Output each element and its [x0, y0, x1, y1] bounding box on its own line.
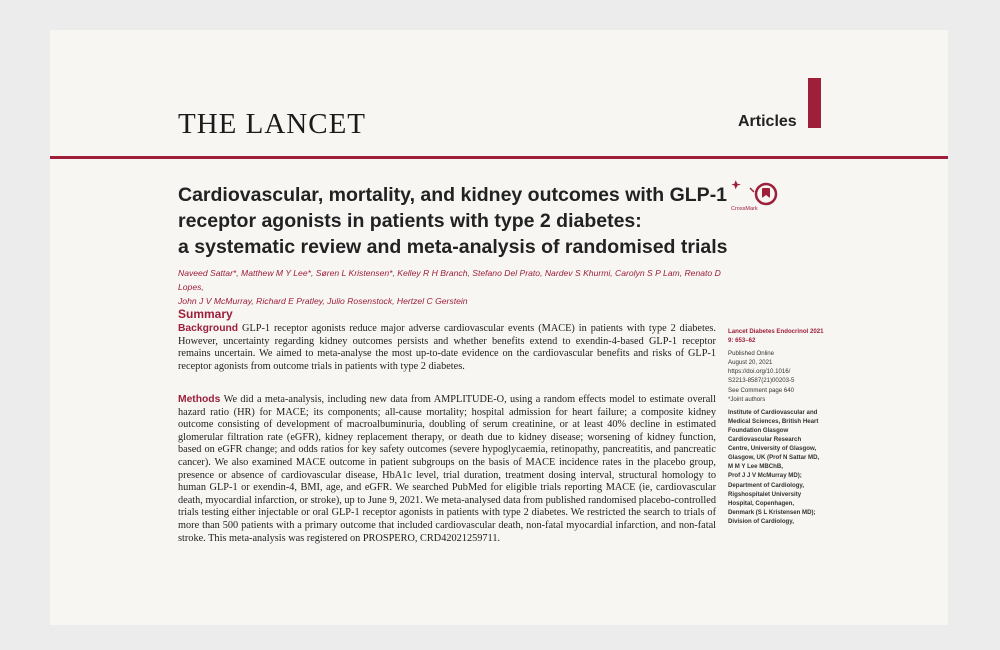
affiliation-line: Denmark (S L Kristensen MD); [728, 508, 816, 516]
doi-link[interactable]: https://doi.org/10.1016/ [728, 368, 791, 376]
summary-heading: Summary [178, 307, 233, 321]
joint-authors-note: *Joint authors [728, 395, 766, 403]
author-list [178, 266, 738, 308]
background-text: GLP-1 receptor agonists reduce major adverse cardiovascular events (MACE) in patients with type 2 diabetes. However, uncertainty regarding kidney outcomes persists and whether benefits extend to exendin-4-based GLP-1 receptor remains uncertain. We aimed to meta-analyse the most up-to-date evidence on the cardiovascular benefits and risks of GLP-1 receptor agonists from outcome trials in patients with type 2 diabetes. [178, 323, 716, 372]
citation-line: Lancet Diabetes Endocrinol 2021 [728, 328, 824, 335]
title-line: a systematic review and meta-analysis of randomised trials [178, 236, 728, 258]
background-paragraph [178, 323, 716, 373]
published-label: Published Online [728, 350, 775, 358]
doi-link[interactable]: S2213-8587(21)00203-5 [728, 377, 795, 385]
methods-label: Methods [178, 394, 221, 405]
article-page [50, 30, 948, 625]
crossmark-icon[interactable] [730, 178, 780, 218]
background-label: Background [178, 323, 239, 334]
affiliation-line: Cardiovascular Research [728, 436, 802, 444]
affiliation-line: Hospital, Copenhagen, [728, 499, 795, 507]
affiliation-line: Institute of Cardiovascular and [728, 408, 818, 416]
affiliation-line: Division of Cardiology, [728, 517, 794, 525]
title-line: Cardiovascular, mortality, and kidney outcomes with GLP-1 [178, 184, 728, 206]
author-line: Naveed Sattar*, Matthew M Y Lee*, Søren L Kristensen*, Kelley R H Branch, Stefano Del Prato, Nardev S Khurmi, Carolyn S P Lam, Renato D Lopes, [178, 268, 721, 292]
affiliation-line: Department of Cardiology, [728, 481, 805, 489]
affiliation-line: Prof J J V McMurray MD); [728, 472, 802, 480]
citation-line: 9: 653–62 [728, 337, 756, 345]
sidebar-notes [728, 327, 836, 526]
methods-paragraph [178, 394, 716, 545]
journal-logo: THE LANCET [178, 108, 366, 140]
affiliation-line: Rigshospitalet University [728, 490, 802, 498]
affiliation-line: Medical Sciences, British Heart [728, 417, 819, 425]
header-rule [50, 156, 948, 159]
see-comment-link[interactable]: See Comment page 640 [728, 386, 795, 394]
affiliation-line: Foundation Glasgow [728, 426, 789, 434]
methods-text: We did a meta-analysis, including new data from AMPLITUDE-O, using a random effects model to estimate overall hazard ratio (HR) for MACE; its components; all-cause mortality; hospital admission for heart failure; a composite kidney outcome consisting of development of macroalbuminuria, doubling of serum creatinine, or at least 40% decline in estimated glomerular filtration rate (eGFR), kidney replacement therapy, or death due to kidney disease; worsening of kidney function, based on eGFR change; and odds ratios for key safety outcomes (severe hypoglycaemia, retinopathy, pancreatitis, and pancreatic cancer). We also examined MACE outcome in patient subgroups on the basis of MACE incidence rates in the placebo group, presence or absence of cardiovascular disease, HbA1c level, trial duration, treatment dosing interval, structural homology to human GLP-1 or exendin-4, BMI, age, and eGFR. We searched PubMed for eligible trials reporting MACE (ie, cardiovascular death, myocardial infarction, or stroke), up to June 9, 2021. We meta-analysed data from published randomised placebo-controlled trials testing either injectable or oral GLP-1 receptor agonists in patients with type 2 diabetes. We restricted the search to trials of more than 500 patients with a primary outcome that included cardiovascular death, non-fatal myocardial infarction, and non-fatal stroke. This meta-analysis was registered on PROSPERO, CRD42021259711. [178, 394, 717, 544]
article-title [178, 182, 738, 260]
affiliation-line: M M Y Lee MBChB, [728, 463, 783, 471]
author-line: John J V McMurray, Richard E Pratley, Julio Rosenstock, Hertzel C Gerstein [178, 296, 468, 306]
published-date: August 20, 2021 [728, 359, 773, 367]
title-line: receptor agonists in patients with type 2 diabetes: [178, 210, 642, 232]
affiliation-line: Centre, University of Glasgow, [728, 445, 817, 453]
section-label: Articles [738, 113, 797, 130]
affiliation-line: Glasgow, UK (Prof N Sattar MD, [728, 454, 820, 462]
section-accent-bar [808, 78, 821, 128]
crossmark-label: CrossMark [731, 206, 758, 212]
